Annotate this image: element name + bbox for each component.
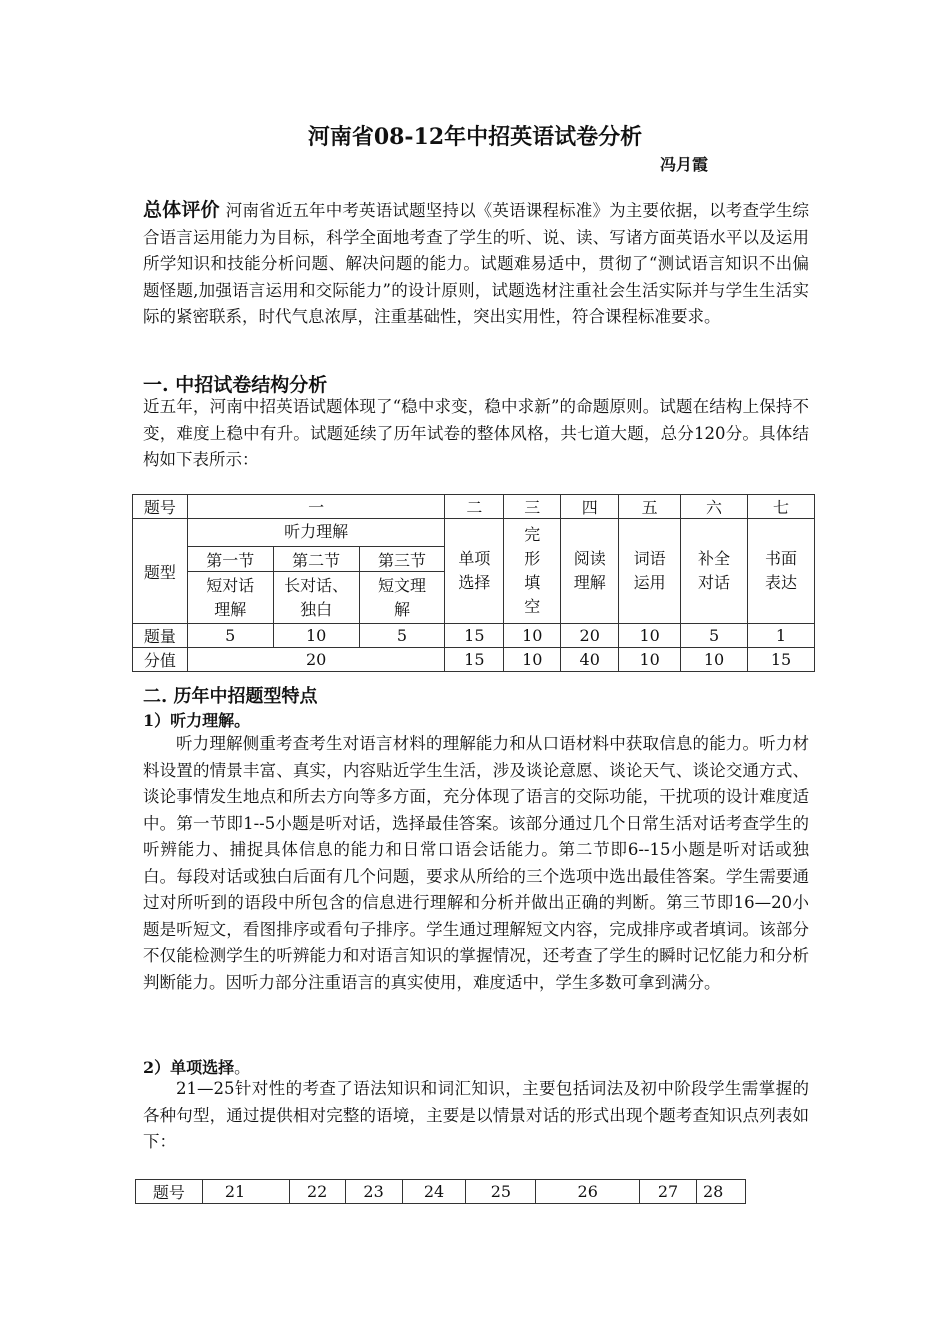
question-table-label: 题号 bbox=[136, 1180, 203, 1204]
col-number-2: 二 bbox=[445, 495, 504, 519]
type-cell: 书面表达 bbox=[748, 519, 815, 624]
row-label-type: 题型 bbox=[133, 519, 188, 624]
table-row bbox=[136, 1180, 746, 1204]
listening-label: 听力理解 bbox=[187, 519, 445, 547]
count-cell: 15 bbox=[445, 624, 504, 648]
table-row bbox=[133, 648, 815, 672]
row-label-score: 分值 bbox=[133, 648, 188, 672]
score-cell: 15 bbox=[748, 648, 815, 672]
listening-type-1: 短对话理解 bbox=[187, 572, 273, 624]
score-cell: 20 bbox=[187, 648, 445, 672]
question-number-cell: 24 bbox=[402, 1180, 466, 1204]
count-cell: 10 bbox=[504, 624, 561, 648]
sub1-heading: 1）听力理解。 bbox=[143, 711, 251, 730]
sub1-text: 听力理解侧重考查考生对语言材料的理解能力和从口语材料中获取信息的能力。听力材料设置的情景丰富、真实，内容贴近学生生活，涉及谈论意愿、谈论天气、谈论交通方式、谈论事情发生地点和所去方向等多方面，充分体现了语言的交际功能，干扰项的设计难度适中。第一节即1--5小题是听对话，选择最佳答案。该部分通过几个日常生活对话考查学生的听辨能力、捕捉具体信息的能力和日常口语会话能力。第二节即6--15小题是听对话或独白。每段对话或独白后面有几个问题，要求从所给的三个选项中选出最佳答案。学生需要通过对所听到的语段中所包含的信息进行理解和分析并做出正确的判断。第三节即16—20小题是听短文，看图排序或看句子排序。学生通过理解短文内容，完成排序或者填词。该部分不仅能检测学生的听辨能力和对语言知识的掌握情况，还考查了学生的瞬时记忆能力和分析判断能力。因听力部分注重语言的真实使用，难度适中，学生多数可拿到满分。 bbox=[143, 734, 809, 992]
listening-type-2: 长对话、独白 bbox=[273, 572, 359, 624]
score-cell: 10 bbox=[681, 648, 748, 672]
row-label-number: 题号 bbox=[133, 495, 188, 519]
score-cell: 10 bbox=[504, 648, 561, 672]
question-number-cell: 22 bbox=[289, 1180, 345, 1204]
col-number-3: 三 bbox=[504, 495, 561, 519]
count-cell: 5 bbox=[359, 624, 445, 648]
type-cell: 完形填空 bbox=[504, 519, 561, 624]
col-number-4: 四 bbox=[561, 495, 619, 519]
exam-structure-table bbox=[132, 494, 815, 672]
author-name: 冯月霞 bbox=[660, 155, 709, 174]
section1-text: 近五年，河南中招英语试题体现了“稳中求变，稳中求新”的命题原则。试题在结构上保持不变，难度上稳中有升。试题延续了历年试卷的整体风格，共七道大题，总分120分。具体结构如下表所示： bbox=[143, 397, 809, 469]
col-number-1: 一 bbox=[187, 495, 445, 519]
table-row bbox=[133, 519, 815, 547]
table-row bbox=[133, 624, 815, 648]
count-cell: 10 bbox=[273, 624, 359, 648]
table-row bbox=[133, 495, 815, 519]
question-number-cell: 25 bbox=[466, 1180, 536, 1204]
question-number-cell: 26 bbox=[536, 1180, 640, 1204]
question-number-cell: 27 bbox=[640, 1180, 697, 1204]
count-cell: 20 bbox=[561, 624, 619, 648]
type-cell: 词语运用 bbox=[619, 519, 681, 624]
count-cell: 10 bbox=[619, 624, 681, 648]
question-number-table bbox=[135, 1179, 746, 1204]
listening-section-1: 第一节 bbox=[187, 547, 273, 572]
listening-section-2: 第二节 bbox=[273, 547, 359, 572]
sub2-heading bbox=[143, 1055, 250, 1078]
type-cell: 单项选择 bbox=[445, 519, 504, 624]
overview-lead: 总体评价 bbox=[143, 199, 220, 221]
count-cell: 5 bbox=[681, 624, 748, 648]
document-title: 河南省08-12年中招英语试卷分析 bbox=[307, 124, 643, 150]
count-cell: 5 bbox=[187, 624, 273, 648]
overview-text: 河南省近五年中考英语试题坚持以《英语课程标准》为主要依据，以考查学生综合语言运用能力为目标，科学全面地考查了学生的听、说、读、写诸方面英语水平以及运用所学知识和技能分析问题、解决问题的能力。试题难易适中，贯彻了“测试语言知识不出偏题怪题,加强语言运用和交际能力”的设计原则，试题选材注重社会生活实际并与学生生活实际的紧密联系，时代气息浓厚，注重基础性，突出实用性，符合课程标准要求。 bbox=[143, 201, 809, 326]
sub2-text: 21—25针对性的考查了语法知识和词汇知识，主要包括词法及初中阶段学生需掌握的各种句型，通过提供相对完整的语境，主要是以情景对话的形式出现个题考查知识点列表如下： bbox=[143, 1079, 809, 1151]
sub2-heading-suffix: 。 bbox=[234, 1058, 251, 1077]
type-cell: 补全对话 bbox=[681, 519, 748, 624]
col-number-6: 六 bbox=[681, 495, 748, 519]
count-cell: 1 bbox=[748, 624, 815, 648]
question-number-cell: 21 bbox=[202, 1180, 289, 1204]
section1-heading: 一. 中招试卷结构分析 bbox=[143, 374, 328, 396]
score-cell: 10 bbox=[619, 648, 681, 672]
overview-paragraph bbox=[143, 197, 809, 331]
sub2-heading-text: 2）单项选择 bbox=[143, 1058, 235, 1077]
score-cell: 40 bbox=[561, 648, 619, 672]
col-number-7: 七 bbox=[748, 495, 815, 519]
row-label-count: 题量 bbox=[133, 624, 188, 648]
col-number-5: 五 bbox=[619, 495, 681, 519]
listening-type-3: 短文理解 bbox=[359, 572, 445, 624]
question-number-cell: 28 bbox=[697, 1180, 746, 1204]
listening-section-3: 第三节 bbox=[359, 547, 445, 572]
score-cell: 15 bbox=[445, 648, 504, 672]
type-cell: 阅读理解 bbox=[561, 519, 619, 624]
section2-heading: 二. 历年中招题型特点 bbox=[143, 686, 318, 707]
question-number-cell: 23 bbox=[345, 1180, 402, 1204]
